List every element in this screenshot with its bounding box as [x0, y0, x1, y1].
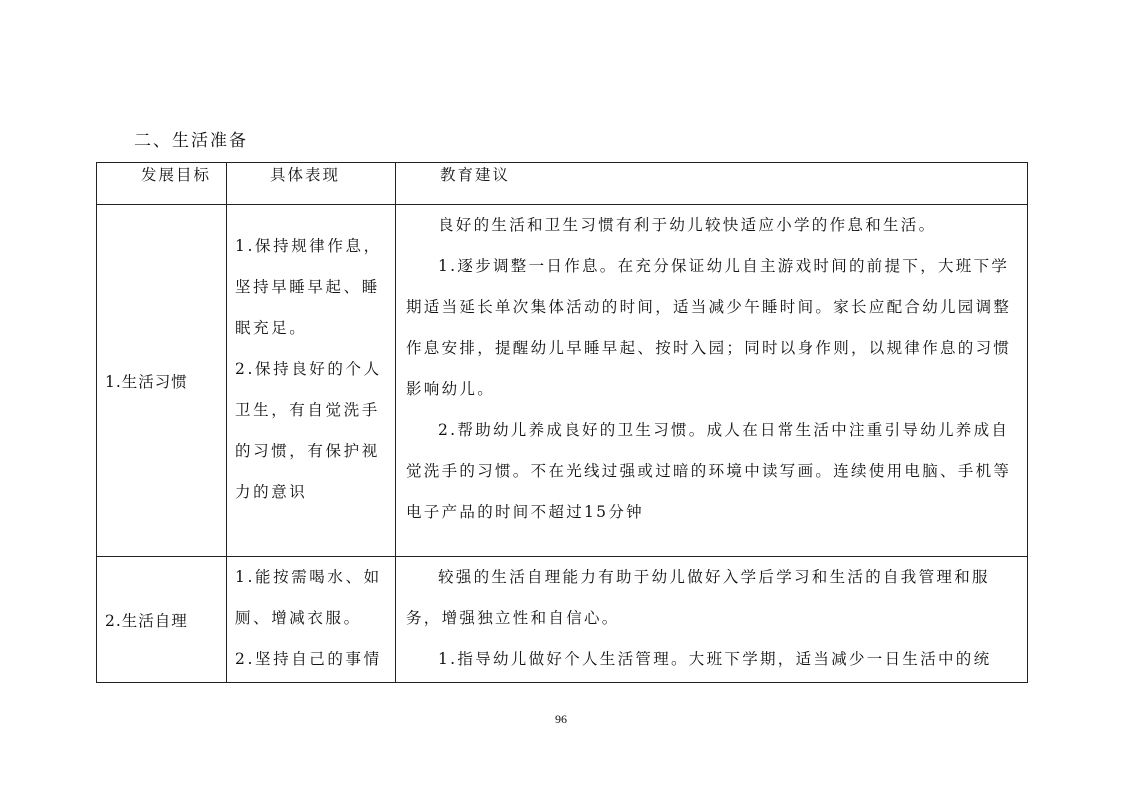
suggestion-cell	[396, 205, 1028, 557]
suggestion-paragraph: 1.逐步调整一日作息。在充分保证幼儿自主游戏时间的前提下，大班下学期适当延长单次集体活动的时间，适当减少午睡时间。家长应配合幼儿园调整作息安排，提醒幼儿早睡早起、按时入园；同时以身作则，以规律作息的习惯影响幼儿。	[406, 257, 1012, 398]
performance-cell	[227, 557, 396, 683]
life-preparation-table	[96, 162, 1028, 683]
suggestion-paragraph: 2.帮助幼儿养成良好的卫生习惯。成人在日常生活中注重引导幼儿养成自觉洗手的习惯。不在光线过强或过暗的环境中读写画。连续使用电脑、手机等电子产品的时间不超过15分钟	[406, 421, 1012, 521]
performance-item: 1.能按需喝水、如厕、增减衣服。	[235, 568, 382, 627]
performance-item: 2.保持良好的个人卫生，有自觉洗手的习惯，有保护视力的意识	[235, 360, 382, 501]
suggestion-paragraph: 较强的生活自理能力有助于幼儿做好入学后学习和生活的自我管理和服务，增强独立性和自信心。	[406, 568, 990, 627]
header-suggestions: 教育建议	[396, 163, 1028, 205]
suggestion-paragraph: 1.指导幼儿做好个人生活管理。大班下学期，适当减少一日生活中的统	[438, 650, 992, 668]
table-header-row	[97, 163, 1028, 205]
performance-cell	[227, 205, 396, 557]
performance-item: 1.保持规律作息，坚持早睡早起、睡眠充足。	[235, 237, 382, 337]
performance-item: 2.坚持自己的事情	[235, 650, 382, 668]
table-row	[97, 205, 1028, 557]
table-row	[97, 557, 1028, 683]
header-goal: 发展目标	[97, 163, 227, 205]
header-performance: 具体表现	[227, 163, 396, 205]
goal-cell: 1.生活习惯	[97, 205, 227, 557]
suggestion-cell	[396, 557, 1028, 683]
page-number: 96	[555, 712, 567, 726]
suggestion-paragraph: 良好的生活和卫生习惯有利于幼儿较快适应小学的作息和生活。	[438, 216, 937, 234]
section-title: 二、生活准备	[134, 131, 248, 151]
goal-cell: 2.生活自理	[97, 557, 227, 683]
